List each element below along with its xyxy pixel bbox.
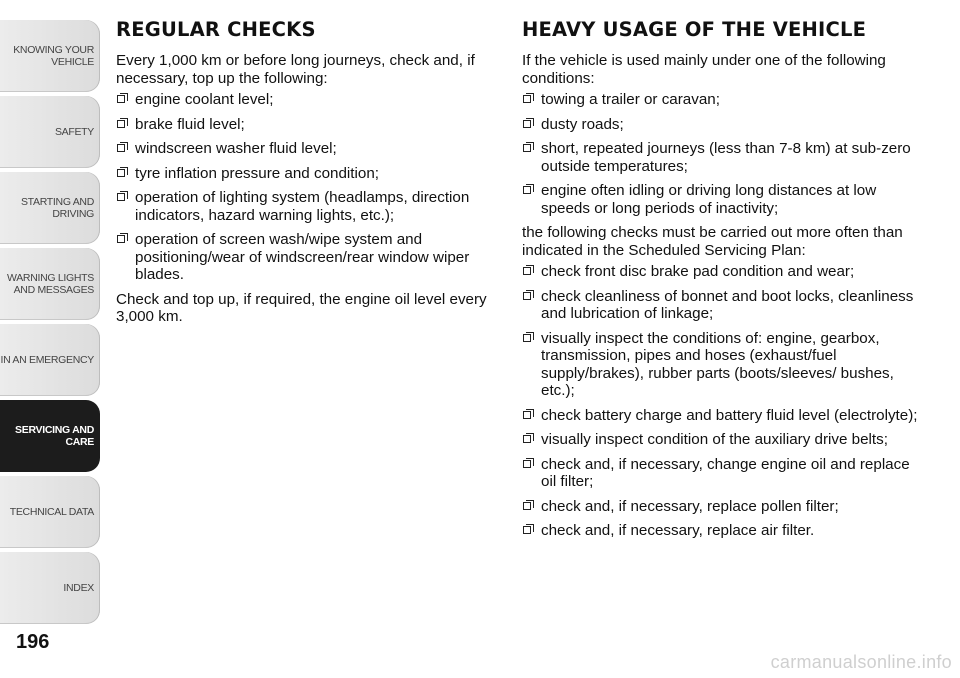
- checkbox-icon: [523, 460, 531, 468]
- regular-checks-list: [116, 91, 506, 284]
- list-item-text: brake fluid level;: [135, 115, 245, 133]
- tab-label: KNOWING YOUR VEHICLE: [13, 44, 94, 68]
- tab-label: IN AN EMERGENCY: [0, 354, 94, 366]
- tab-starting-and-driving[interactable]: [0, 172, 100, 244]
- list-item: [522, 182, 920, 217]
- regular-checks-section: [116, 18, 506, 330]
- checkbox-icon: [523, 411, 531, 419]
- tab-knowing-your-vehicle[interactable]: [0, 20, 100, 92]
- checkbox-icon: [523, 186, 531, 194]
- list-item: [116, 116, 506, 134]
- checkbox-icon: [523, 502, 531, 510]
- conditions-list: [522, 91, 920, 217]
- list-item-text: check and, if necessary, change engine oil and replace oil filter;: [541, 455, 910, 490]
- checkbox-icon: [117, 193, 125, 201]
- tab-label: SAFETY: [54, 126, 94, 138]
- list-item-text: operation of screen wash/wipe system and positioning/wear of windscreen/rear window wiper blades.: [135, 231, 470, 283]
- tab-servicing-and-care[interactable]: [0, 400, 100, 472]
- tab-in-an-emergency[interactable]: [0, 324, 100, 396]
- list-item: [522, 498, 920, 516]
- heavy-usage-checks-list: [522, 263, 920, 540]
- intro-paragraph: Every 1,000 km or before long journeys, check and, if necessary, top up the following:: [116, 52, 475, 87]
- list-item-text: engine coolant level;: [135, 91, 274, 108]
- list-item: [522, 456, 920, 491]
- tab-label: INDEX: [63, 582, 94, 594]
- tab-label: SERVICING AND CARE: [15, 424, 94, 448]
- tab-warning-lights-and-messages[interactable]: [0, 248, 100, 320]
- middle-paragraph: the following checks must be carried out more often than indicated in the Scheduled Servicing Plan:: [522, 224, 903, 259]
- list-item-text: check and, if necessary, replace air filter.: [541, 522, 815, 539]
- checkbox-icon: [523, 120, 531, 128]
- checkbox-icon: [523, 526, 531, 534]
- checkbox-icon: [523, 144, 531, 152]
- list-item-text: check cleanliness of bonnet and boot locks, cleanliness and lubrication of linkage;: [541, 287, 914, 322]
- list-item: [522, 407, 920, 425]
- list-item: [116, 231, 506, 284]
- tab-index[interactable]: [0, 552, 100, 624]
- checkbox-icon: [117, 120, 125, 128]
- list-item-text: engine often idling or driving long distances at low speeds or long periods of inactivity;: [541, 182, 877, 217]
- list-item-text: windscreen washer fluid level;: [135, 140, 337, 157]
- list-item-text: visually inspect condition of the auxiliary drive belts;: [541, 431, 888, 448]
- list-item-text: towing a trailer or caravan;: [541, 91, 720, 108]
- list-item: [522, 288, 920, 323]
- list-item-text: dusty roads;: [541, 115, 624, 133]
- list-item-text: operation of lighting system (headlamps, direction indicators, hazard warning lights, etc.);: [135, 189, 470, 224]
- watermark-text: carmanualsonline.info: [770, 652, 952, 672]
- list-item: [522, 431, 920, 449]
- checkbox-icon: [523, 435, 531, 443]
- checkbox-icon: [117, 235, 125, 243]
- tab-label: WARNING LIGHTS AND MESSAGES: [7, 272, 94, 296]
- section-tabs: [0, 20, 100, 624]
- list-item-text: check battery charge and battery fluid level (electrolyte);: [541, 406, 918, 424]
- checkbox-icon: [523, 267, 531, 275]
- list-item-text: short, repeated journeys (less than 7-8 km) at sub-zero outside temperatures;: [541, 140, 911, 175]
- list-item: [116, 189, 506, 224]
- checkbox-icon: [117, 144, 125, 152]
- outro-paragraph: Check and top up, if required, the engine oil level every 3,000 km.: [116, 290, 487, 325]
- section-heading: REGULAR CHECKS: [116, 18, 316, 41]
- tab-label: TECHNICAL DATA: [9, 506, 94, 518]
- list-item: [522, 116, 920, 134]
- list-item-text: tyre inflation pressure and condition;: [135, 164, 379, 182]
- tab-technical-data[interactable]: [0, 476, 100, 548]
- checkbox-icon: [117, 95, 125, 103]
- checkbox-icon: [523, 95, 531, 103]
- intro-paragraph: If the vehicle is used mainly under one of the following conditions:: [522, 52, 886, 87]
- tab-safety[interactable]: [0, 96, 100, 168]
- checkbox-icon: [117, 169, 125, 177]
- list-item: [116, 140, 506, 158]
- list-item: [116, 91, 506, 109]
- checkbox-icon: [523, 292, 531, 300]
- list-item: [522, 140, 920, 175]
- list-item: [522, 330, 920, 400]
- section-heading: HEAVY USAGE OF THE VEHICLE: [522, 18, 867, 41]
- tab-label: STARTING AND DRIVING: [20, 196, 94, 220]
- list-item-text: visually inspect the conditions of: engine, gearbox, transmission, pipes and hoses (exhaust/fuel supply/brakes), rubber parts (boots/sleeves/ bushes, etc.);: [541, 329, 894, 399]
- heavy-usage-section: [522, 18, 920, 547]
- list-item-text: check and, if necessary, replace pollen filter;: [541, 497, 839, 515]
- list-item-text: check front disc brake pad condition and wear;: [541, 263, 855, 280]
- list-item: [522, 91, 920, 109]
- page-number: 196: [16, 631, 50, 653]
- list-item: [522, 263, 920, 281]
- checkbox-icon: [523, 334, 531, 342]
- list-item: [116, 165, 506, 183]
- list-item: [522, 522, 920, 540]
